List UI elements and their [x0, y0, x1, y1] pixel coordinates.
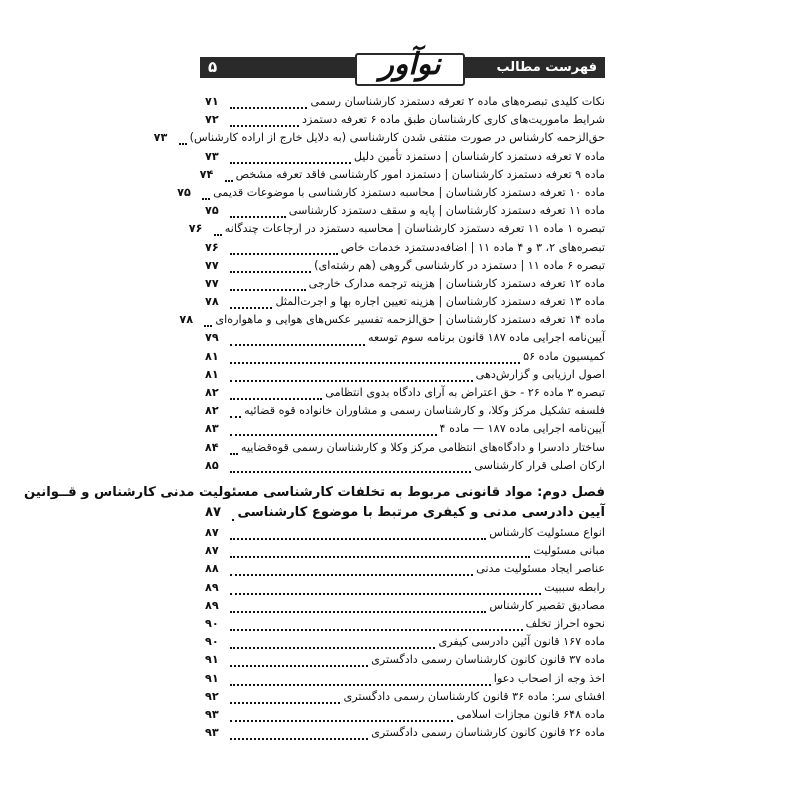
toc-entry-title: ماده ۳۷ قانون کانون کارشناسان رسمی دادگستری [371, 653, 605, 667]
dot-leader [230, 117, 299, 127]
toc-entry-title: مصادیق تقصیر کارشناس [489, 598, 605, 612]
toc-entry-page: ۸۱ [205, 349, 219, 363]
toc-entry-page: ۷۹ [205, 331, 219, 345]
toc-entry-title: عناصر ایجاد مسئولیت مدنی [476, 562, 605, 576]
dot-leader [230, 566, 473, 576]
toc-entry [205, 617, 605, 635]
toc-entry-page: ۷۳ [205, 149, 219, 163]
dot-leader [204, 317, 212, 327]
toc-entry [205, 331, 605, 349]
dot-leader [230, 154, 351, 164]
toc-list [153, 95, 605, 477]
toc-entry-title: نکات کلیدی تبصره‌های ماده ۲ تعرفه دستمزد کارشناسان رسمی [310, 95, 605, 108]
toc-entry-title: افشای سر: ماده ۳۶ قانون کارشناسان رسمی دادگستری [343, 689, 605, 703]
toc-entry [205, 635, 605, 653]
toc-entry [205, 726, 605, 744]
toc-entry [205, 459, 605, 477]
toc-entry-page: ۷۷ [205, 258, 219, 272]
toc-entry-page: ۸۷ [205, 544, 219, 558]
toc-entry-title: ماده ۹ تعرفه دستمزد کارشناسان | دستمزد امور کارشناسی فاقد تعرفه مشخص [235, 167, 605, 181]
toc-entry [205, 295, 605, 313]
dot-leader [230, 694, 340, 704]
dot-leader [230, 372, 473, 382]
dot-leader [230, 730, 368, 740]
toc-entry-title: تبصره ۱ ماده ۱۱ تعرفه دستمزد کارشناسان | محاسبه دستمزد در ارجاعات چندگانه [224, 222, 605, 236]
toc-entry-title: ماده ۶۴۸ قانون مجازات اسلامی [456, 707, 605, 721]
toc-entry [205, 653, 605, 671]
toc-entry-page: ۷۵ [177, 185, 191, 199]
dot-leader [230, 585, 541, 595]
toc-entry-title: ماده ۲۶ قانون کانون کارشناسان رسمی دادگستری [371, 726, 605, 740]
toc-entry [205, 204, 605, 222]
toc-entry [205, 95, 605, 113]
toc-entry-page: ۷۶ [188, 222, 203, 236]
toc-entry-title: تبصره‌های ۲، ۳ و ۴ ماده ۱۱ | اضافه‌دستمزد خدمات خاص [340, 240, 605, 254]
toc-entry-page: ۹۲ [205, 689, 219, 703]
dot-leader [230, 426, 437, 436]
toc-entry-page: ۷۸ [205, 295, 219, 309]
toc-entry [205, 241, 605, 259]
dot-leader [230, 263, 311, 273]
toc-entry-title: ماده ۱۳ تعرفه دستمزد کارشناسان | هزینه تعیین اجاره بها و اجرت‌المثل [275, 295, 605, 309]
toc-entry-title: حق‌الزحمه کارشناس در صورت منتفی شدن کارشناسی (به دلایل خارج از اراده کارشناس) [189, 131, 605, 145]
dot-leader [230, 621, 523, 631]
chapter-page: ۸۷ [205, 505, 222, 520]
dot-leader [230, 281, 306, 291]
toc-entry [205, 368, 605, 386]
dot-leader [230, 712, 453, 722]
toc-entry-page: ۹۳ [205, 726, 219, 740]
toc-entry-title: انواع مسئولیت کارشناس [489, 526, 605, 539]
toc-entry [205, 113, 605, 131]
toc-entry-page: ۸۵ [205, 458, 219, 472]
toc-entry-title: فلسفه تشکیل مرکز وکلا، و کارشناسان رسمی و مشاوران خانواده قوه قضائیه [244, 404, 605, 418]
toc-entry-title: ماده ۷ تعرفه دستمزد کارشناسان | دستمزد تأمین دلیل [353, 149, 605, 163]
toc-entry [177, 185, 605, 204]
toc-entry [205, 350, 605, 368]
toc-entry [205, 562, 605, 580]
publisher-logo: نوآور [379, 47, 441, 82]
chapter-title-line-1: فصل دوم: مواد قانونی مربوط به تخلفات کارشناسی مسئولیت مدنی کارشناس و قــوانین [24, 485, 605, 500]
toc-entry-page: ۷۱ [205, 95, 219, 108]
toc-entry [205, 441, 605, 459]
dot-leader [179, 135, 187, 145]
toc-entry [205, 422, 605, 440]
toc-entry [205, 708, 605, 726]
dot-leader [230, 530, 486, 540]
toc-entry [205, 599, 605, 617]
dot-leader [230, 548, 530, 558]
toc-entry-page: ۷۸ [179, 313, 194, 327]
header-title: فهرست مطالب [496, 60, 597, 75]
toc-entry-title: آیین‌نامه اجرایی ماده ۱۸۷ قانون برنامه سوم توسعه [368, 331, 605, 345]
toc-entry [205, 672, 605, 690]
toc-entry-page: ۹۳ [205, 707, 219, 721]
toc-entry-title: ماده ۱۴ تعرفه دستمزد کارشناسان | حق‌الزحمه تفسیر عکس‌های هوایی و ماهواره‌ای [215, 313, 605, 327]
toc-entry-title: اخذ وجه از اصحاب دعوا [493, 671, 605, 685]
toc-entry-page: ۷۲ [205, 113, 219, 127]
toc-entry [188, 222, 605, 240]
dot-leader [202, 190, 210, 200]
toc-entry-page: ۹۰ [205, 616, 219, 630]
toc-entry [205, 526, 605, 544]
chapter-heading [24, 485, 605, 525]
toc-entry [205, 404, 605, 422]
toc-entry-page: ۸۲ [205, 404, 219, 418]
dot-leader [225, 172, 233, 182]
dot-leader [230, 354, 520, 364]
toc-entry-title: ساختار دادسرا و دادگاه‌های انتظامی مرکز وکلا و کارشناسان رسمی قوه‌قضاییه [240, 440, 605, 454]
toc-entry [205, 259, 605, 277]
dot-leader [230, 245, 338, 255]
toc-entry [205, 544, 605, 562]
toc-list-chapter-2 [205, 526, 605, 744]
toc-entry-title: ماده ۱۶۷ قانون آئین دادرسی کیفری [438, 635, 605, 649]
toc-entry-page: ۹۰ [205, 635, 219, 649]
toc-entry-page: ۷۶ [205, 240, 219, 254]
toc-entry-title: تبصره ۳ ماده ۲۶ - حق اعتراض به آرای دادگاه بدوی انتظامی [325, 386, 605, 399]
dot-leader [230, 390, 322, 400]
dot-leader [230, 99, 307, 109]
toc-entry-page: ۸۹ [205, 580, 219, 594]
dot-leader [230, 603, 486, 613]
toc-entry-title: ماده ۱۰ تعرفه دستمزد کارشناسان | محاسبه دستمزد کارشناسی با موضوعات قدیمی [213, 185, 605, 199]
toc-entry-title: شرایط ماموریت‌های کاری کارشناسان طبق ماده ۶ تعرفه دستمزد [301, 113, 605, 127]
toc-entry [153, 131, 605, 149]
toc-entry-title: اصول ارزیابی و گزارش‌دهی [475, 367, 605, 381]
toc-entry-title: مبانی مسئولیت [533, 544, 605, 558]
dot-leader [230, 208, 286, 218]
toc-entry-title: ماده ۱۲ تعرفه دستمزد کارشناسان | هزینه ترجمه مدارک خارجی [308, 276, 605, 290]
toc-entry-page: ۷۷ [205, 276, 219, 290]
toc-entry [205, 690, 605, 708]
toc-entry-page: ۸۹ [205, 598, 219, 612]
toc-entry [205, 386, 605, 404]
dot-leader [230, 408, 241, 418]
toc-entry-page: ۷۵ [205, 204, 219, 218]
dot-leader [230, 445, 238, 455]
dot-leader [230, 336, 365, 346]
toc-entry-page: ۸۷ [205, 526, 219, 539]
toc-entry-title: رابطه سببیت [544, 580, 605, 594]
toc-entry-title: تبصره ۶ ماده ۱۱ | دستمزد در کارشناسی گروهی (هم رشته‌ای) [314, 258, 605, 272]
toc-entry [199, 167, 605, 186]
toc-entry-title: آیین‌نامه اجرایی ماده ۱۸۷ — ماده ۴ [439, 422, 605, 436]
chapter-title-text: آیین دادرسی مدنی و کیفری مرتبط با موضوع کارشناسی [237, 505, 605, 520]
dot-leader [230, 657, 368, 667]
dot-leader [230, 676, 491, 686]
chapter-title-line-2 [205, 505, 605, 525]
toc-entry-page: ۹۱ [205, 671, 219, 685]
toc-entry-page: ۷۴ [199, 167, 214, 181]
toc-entry [205, 150, 605, 168]
toc-entry-title: نحوه احراز تخلف [525, 616, 605, 630]
toc-entry-page: ۸۱ [205, 367, 219, 381]
toc-entry-page: ۸۴ [204, 440, 219, 454]
toc-entry [179, 313, 605, 331]
toc-entry [205, 277, 605, 295]
toc-entry-page: ۸۲ [205, 386, 219, 399]
running-header [200, 45, 605, 89]
dot-leader [230, 639, 435, 649]
toc-entry-page: ۹۱ [205, 653, 219, 667]
dot-leader [230, 463, 471, 473]
dot-leader [214, 226, 222, 236]
toc-entry-title: ماده ۱۱ تعرفه دستمزد کارشناسان | پایه و سقف دستمزد کارشناسی [288, 204, 605, 218]
toc-entry [205, 581, 605, 599]
toc-entry-title: ارکان اصلی قرار کارشناسی [474, 458, 605, 472]
dot-leader [232, 510, 234, 521]
toc-entry-page: ۸۳ [205, 422, 219, 436]
page-number: ۵ [208, 58, 218, 76]
toc-entry-title: کمیسیون ماده ۵۶ [523, 349, 605, 363]
toc-entry-page: ۷۳ [153, 131, 168, 145]
dot-leader [230, 299, 272, 309]
toc-entry-page: ۸۸ [205, 562, 219, 576]
